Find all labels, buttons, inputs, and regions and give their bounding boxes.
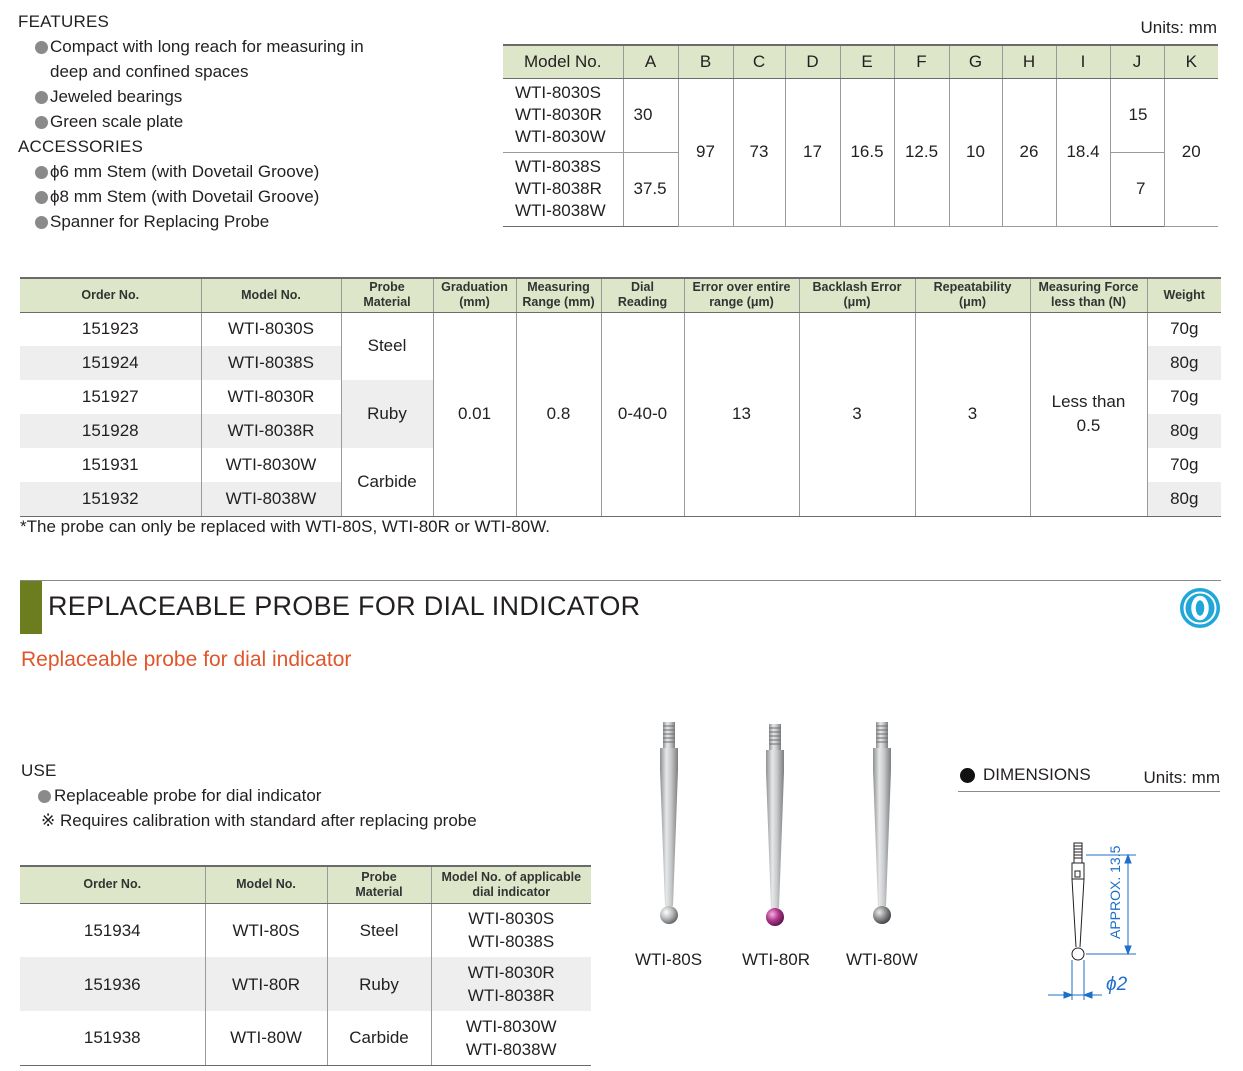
- graduation-cell: 0.01: [433, 312, 516, 516]
- feature-item: Jeweled bearings: [18, 84, 488, 109]
- dimensions-header: [958, 764, 1220, 792]
- backlash-cell: 3: [799, 312, 915, 516]
- material-cell: Carbide: [327, 1011, 431, 1065]
- probe-label: WTI-80R: [742, 950, 810, 969]
- bullet-icon: [35, 91, 48, 104]
- weight-cell: 80g: [1147, 482, 1221, 516]
- bullet-icon: [35, 166, 48, 179]
- probe-label: WTI-80S: [635, 950, 703, 969]
- dim-header-cell: E: [840, 45, 894, 78]
- accessories-heading: ACCESSORIES: [18, 137, 144, 156]
- bullet-icon: [38, 790, 51, 803]
- replacement-note: *The probe can only be replaced with WTI-80S, WTI-80R or WTI-80W.: [20, 517, 551, 536]
- header-force: Measuring Force less than (N): [1030, 278, 1147, 312]
- o-category-icon: [1179, 587, 1221, 629]
- dial-cell: 0-40-0: [601, 312, 684, 516]
- order-no-cell: 151924: [20, 346, 201, 380]
- dim-a-cell: 37.5: [623, 152, 678, 226]
- bullet-icon: [35, 41, 48, 54]
- probe-steel-image: [660, 722, 678, 924]
- features-block: [18, 9, 488, 234]
- dim-d-cell: 17: [785, 78, 840, 226]
- repeatability-cell: 3: [915, 312, 1030, 516]
- weight-cell: 80g: [1147, 346, 1221, 380]
- dim-h-cell: 26: [1002, 78, 1056, 226]
- dim-models-cell: WTI-8038S WTI-8038R WTI-8038W: [503, 152, 623, 226]
- model-no-cell: WTI-8038R: [201, 414, 341, 448]
- weight-cell: 80g: [1147, 414, 1221, 448]
- dim-j-cell: 7: [1110, 152, 1164, 226]
- dim-header-cell: D: [785, 45, 840, 78]
- model-no-cell: WTI-8038S: [201, 346, 341, 380]
- order-no-cell: 151927: [81, 387, 139, 406]
- feature-item: Compact with long reach for measuring in: [18, 34, 488, 59]
- material-cell: Steel: [341, 312, 433, 380]
- dim-a-cell: 30: [623, 78, 678, 152]
- section-divider: [20, 580, 1221, 581]
- dim-models-cell: WTI-8030S WTI-8030R WTI-8030W: [503, 78, 623, 152]
- order-no-cell: 151932: [20, 482, 201, 516]
- header-material: Probe Material: [327, 866, 431, 903]
- material-cell: Steel: [327, 903, 431, 957]
- table-row: [20, 903, 591, 957]
- probe-carbide-image: [873, 722, 891, 924]
- weight-cell: 70g: [1147, 312, 1221, 346]
- dim-row: [503, 78, 1218, 152]
- error-cell: 13: [684, 312, 799, 516]
- use-item: Replaceable probe for dial indicator: [21, 783, 477, 808]
- dim-i-cell: 18.4: [1056, 78, 1110, 226]
- probe-label: WTI-80W: [846, 950, 918, 969]
- section-title: REPLACEABLE PROBE FOR DIAL INDICATOR: [48, 591, 641, 621]
- model-no-cell: WTI-80R: [205, 957, 327, 1011]
- dim-header-cell: I: [1056, 45, 1110, 78]
- header-graduation: Graduation (mm): [433, 278, 516, 312]
- order-no-cell: 151938: [20, 1011, 205, 1065]
- order-no-cell: 151934: [83, 920, 141, 940]
- order-no-cell: 151923: [81, 319, 139, 339]
- table-row: [20, 312, 1221, 346]
- bullet-icon: [35, 216, 48, 229]
- dim-header-cell: G: [949, 45, 1002, 78]
- dim-k-cell: 20: [1164, 78, 1218, 226]
- use-note: ※ Requires calibration with standard after replacing probe: [41, 811, 477, 830]
- header-material: Probe Material: [341, 278, 433, 312]
- order-header-row: [20, 278, 1221, 312]
- header-model-no: Model No.: [201, 278, 341, 312]
- dim-j-cell: 15: [1110, 78, 1164, 152]
- material-cell: Ruby: [341, 380, 433, 448]
- weight-cell: 70g: [1147, 380, 1221, 414]
- applicable-cell: WTI-8030W WTI-8038W: [431, 1011, 591, 1065]
- header-weight: Weight: [1147, 278, 1221, 312]
- dim-header-cell: A: [623, 45, 678, 78]
- header-repeatability: Repeatability (μm): [915, 278, 1030, 312]
- dimensions-heading: DIMENSIONS: [983, 765, 1091, 784]
- dim-header-cell: C: [733, 45, 785, 78]
- order-no-cell: 151928: [20, 414, 201, 448]
- dimensions-units: Units: mm: [1143, 768, 1220, 787]
- probe-header-row: [20, 866, 591, 903]
- dim-header-cell: K: [1164, 45, 1218, 78]
- dim-header-cell: H: [1002, 45, 1056, 78]
- use-block: [21, 758, 477, 833]
- dim-e-cell: 16.5: [840, 78, 894, 226]
- accessory-item: Spanner for Replacing Probe: [18, 209, 488, 234]
- length-dimension-label: APPROX. 13.5: [1107, 845, 1123, 939]
- model-no-cell: WTI-8030R: [201, 380, 341, 414]
- use-heading: USE: [21, 761, 57, 780]
- feature-item-continued: deep and confined spaces: [50, 62, 249, 81]
- model-no-cell: WTI-8038W: [201, 482, 341, 516]
- header-model-no: Model No.: [205, 866, 327, 903]
- header-order-no: Order No.: [20, 278, 201, 312]
- applicable-cell: WTI-8030S WTI-8038S: [431, 903, 591, 957]
- probe-photos: [640, 716, 940, 936]
- dim-f-cell: 12.5: [894, 78, 949, 226]
- model-no-cell: WTI-80W: [205, 1011, 327, 1065]
- dim-units-label: Units: mm: [1140, 18, 1217, 37]
- header-backlash: Backlash Error (μm): [799, 278, 915, 312]
- dim-c-cell: 73: [733, 78, 785, 226]
- probe-order-table: [20, 865, 591, 1066]
- model-no-cell: WTI-80S: [205, 903, 327, 957]
- header-range: Measuring Range (mm): [516, 278, 601, 312]
- material-cell: Carbide: [341, 448, 433, 516]
- dim-header-cell: J: [1110, 45, 1164, 78]
- dim-header-row: [503, 45, 1218, 78]
- bullet-icon: [35, 191, 48, 204]
- dim-b-cell: 97: [678, 78, 733, 226]
- dim-g-cell: 10: [949, 78, 1002, 226]
- dim-header-cell: B: [678, 45, 733, 78]
- bullet-icon: [960, 768, 975, 783]
- header-error: Error over entire range (μm): [684, 278, 799, 312]
- model-no-cell: WTI-8030S: [201, 312, 341, 346]
- applicable-cell: WTI-8030R WTI-8038R: [431, 957, 591, 1011]
- bullet-icon: [35, 116, 48, 129]
- probe-dimension-drawing: [1040, 835, 1150, 1005]
- features-heading: FEATURES: [18, 12, 110, 31]
- dimension-table: [503, 44, 1218, 227]
- accessory-item: ϕ8 mm Stem (with Dovetail Groove): [18, 184, 488, 209]
- dim-header-cell: F: [894, 45, 949, 78]
- table-row: [20, 1011, 591, 1065]
- order-table: [20, 277, 1221, 517]
- dim-header-cell: Model No.: [503, 45, 623, 78]
- section-subtitle: Replaceable probe for dial indicator: [21, 648, 352, 671]
- header-applicable: Model No. of applicable dial indicator: [431, 866, 591, 903]
- model-no-cell: WTI-8030W: [201, 448, 341, 482]
- probe-ruby-image: [766, 724, 784, 926]
- order-no-cell: 151936: [20, 957, 205, 1011]
- table-row: [20, 957, 591, 1011]
- order-no-cell: 151931: [81, 455, 139, 474]
- header-order-no: Order No.: [20, 866, 205, 903]
- material-cell: Ruby: [327, 957, 431, 1011]
- weight-cell: 70g: [1147, 448, 1221, 482]
- range-cell: 0.8: [516, 312, 601, 516]
- feature-item: Green scale plate: [18, 109, 488, 134]
- force-cell: Less than 0.5: [1030, 312, 1147, 516]
- diameter-dimension-label: ϕ2: [1106, 974, 1128, 995]
- header-dial: Dial Reading: [601, 278, 684, 312]
- section-accent-bar: [20, 581, 42, 634]
- accessory-item: ϕ6 mm Stem (with Dovetail Groove): [18, 159, 488, 184]
